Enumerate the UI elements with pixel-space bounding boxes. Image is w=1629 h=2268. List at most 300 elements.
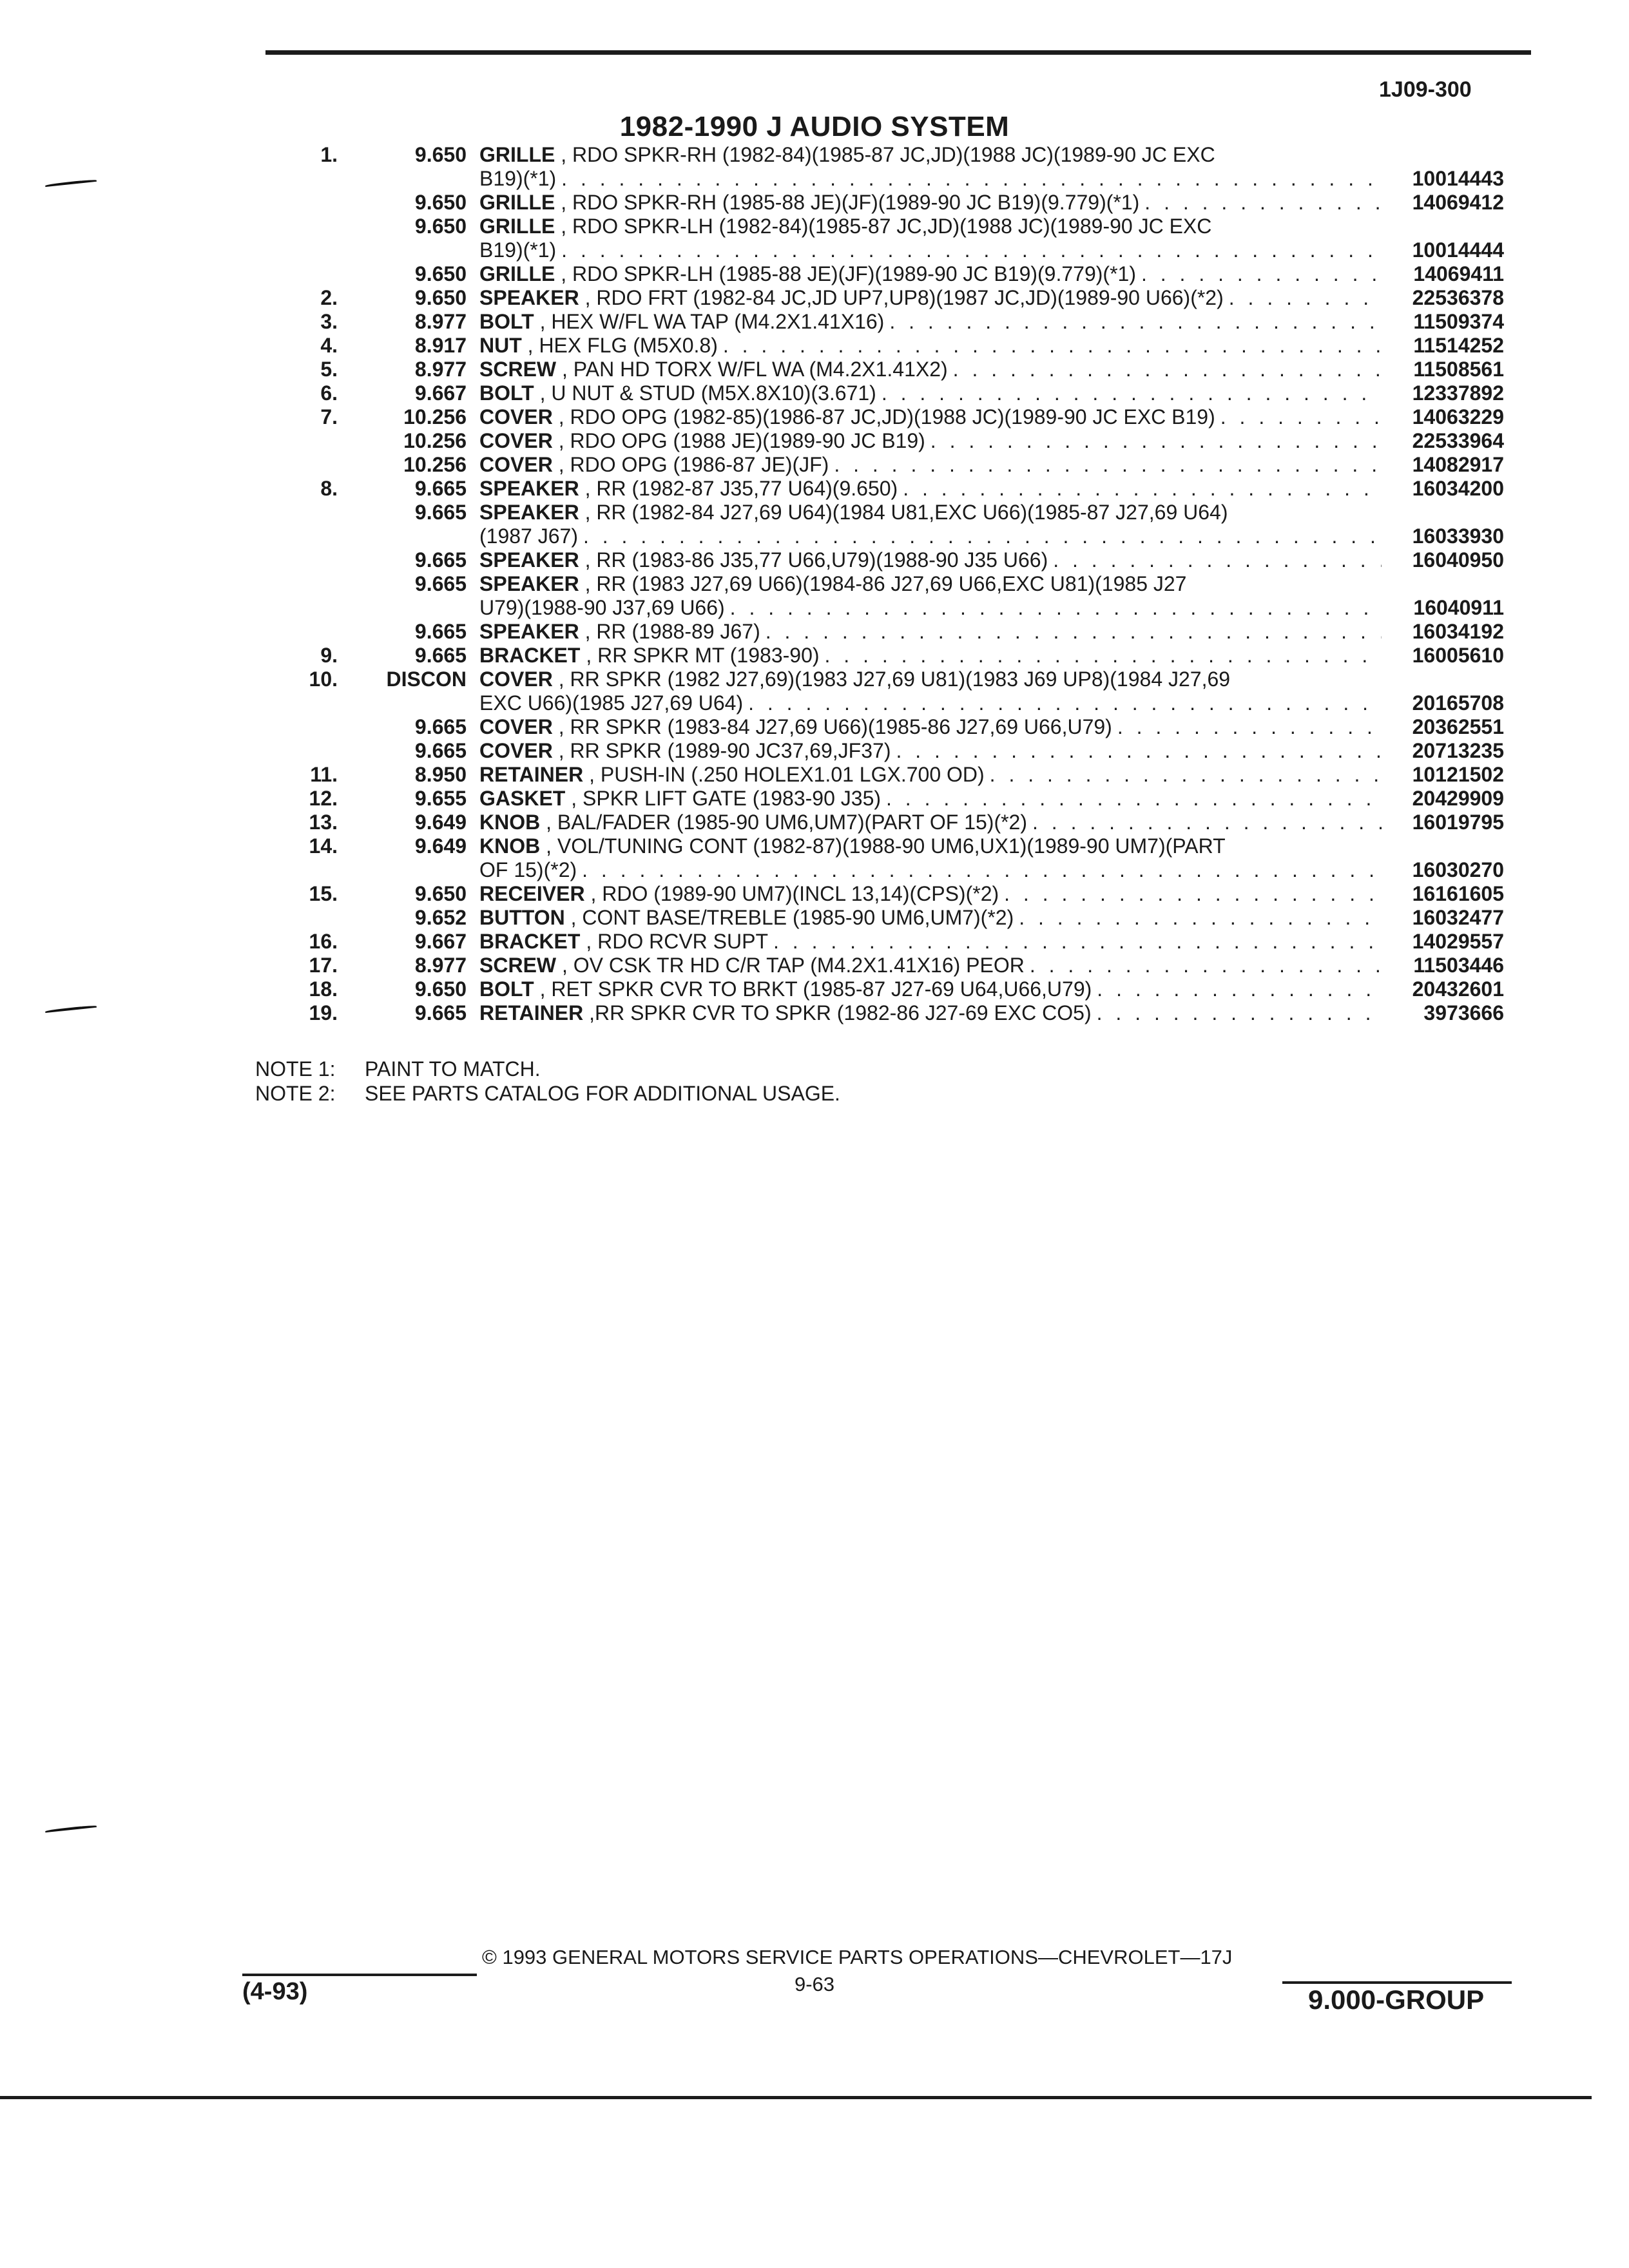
note-item <box>255 1057 840 1081</box>
description-line <box>479 477 1382 501</box>
part-name: COVER <box>479 739 553 762</box>
leader-dots <box>886 787 1382 811</box>
bottom-rule <box>0 2096 1592 2099</box>
description-text <box>479 977 1092 1001</box>
part-number: 16034200 <box>1412 477 1504 500</box>
leader-dots <box>834 453 1382 477</box>
description-detail: , BAL/FADER (1985-90 UM6,UM7)(PART OF 15)(*2) <box>546 811 1027 834</box>
description-detail: , RDO SPKR-RH (1985-88 JE)(JF)(1989-90 JC B19)(9.779)(*1) <box>561 191 1140 214</box>
group-number: 9.665 <box>414 572 467 595</box>
description-line <box>479 977 1382 1001</box>
description-line <box>479 167 1382 191</box>
group-number: 8.977 <box>414 954 467 977</box>
part-row <box>0 572 1629 620</box>
description-line <box>479 811 1382 834</box>
part-name: SCREW <box>479 358 557 381</box>
part-name: COVER <box>479 429 553 452</box>
group-number: 9.665 <box>414 715 467 738</box>
leader-dots <box>723 334 1382 358</box>
part-row <box>0 215 1629 262</box>
part-number: 11508561 <box>1413 358 1504 381</box>
part-description <box>479 811 1382 834</box>
part-number: 16005610 <box>1412 644 1504 667</box>
footer-page-number: 9-63 <box>794 1973 835 1995</box>
description-text <box>479 668 1230 691</box>
part-name: RETAINER <box>479 763 584 786</box>
part-row <box>0 811 1629 834</box>
group-number: 9.650 <box>414 215 467 238</box>
part-description <box>479 906 1382 930</box>
description-line <box>479 691 1382 715</box>
part-number: 20429909 <box>1412 787 1504 810</box>
part-number: 20713235 <box>1412 739 1504 762</box>
part-row <box>0 977 1629 1001</box>
leader-dots <box>1141 262 1382 286</box>
part-number: 10014444 <box>1412 238 1504 262</box>
part-description <box>479 572 1382 620</box>
part-row <box>0 477 1629 501</box>
description-line <box>479 381 1382 405</box>
description-text <box>479 524 578 548</box>
part-name: KNOB <box>479 834 541 858</box>
description-line <box>479 334 1382 358</box>
part-number: 16030270 <box>1412 858 1504 881</box>
description-detail: , RR (1983 J27,69 U66)(1984-86 J27,69 U66,EXC U81)(1985 J27 <box>584 572 1187 595</box>
leader-dots <box>748 691 1382 715</box>
description-line <box>479 763 1382 787</box>
ref-number: 14. <box>309 834 338 858</box>
ref-number: 1. <box>320 143 338 166</box>
leader-dots <box>825 644 1382 668</box>
part-row <box>0 620 1629 644</box>
description-text <box>479 620 760 644</box>
description-text <box>479 644 820 668</box>
description-detail: , RDO RCVR SUPT <box>586 930 769 953</box>
part-name: SPEAKER <box>479 477 579 500</box>
group-number: 9.652 <box>414 906 467 929</box>
ref-number: 4. <box>320 334 338 357</box>
description-line <box>479 548 1382 572</box>
part-name: RETAINER <box>479 1001 584 1024</box>
part-description <box>479 787 1382 811</box>
page-code: 1J09-300 <box>1379 77 1472 102</box>
ref-number: 8. <box>320 477 338 500</box>
description-line <box>479 358 1382 381</box>
part-row <box>0 930 1629 954</box>
description-text <box>479 143 1215 167</box>
part-number: 14063229 <box>1412 405 1504 428</box>
description-text <box>479 596 725 620</box>
leader-dots <box>1220 405 1382 429</box>
part-name: SPEAKER <box>479 548 579 572</box>
part-row <box>0 310 1629 334</box>
ref-number: 19. <box>309 1001 338 1024</box>
ref-number: 7. <box>320 405 338 428</box>
part-row <box>0 429 1629 453</box>
part-name: BOLT <box>479 310 534 333</box>
description-line <box>479 453 1382 477</box>
description-detail: , OV CSK TR HD C/R TAP (M4.2X1.41X16) PEOR <box>562 954 1025 977</box>
leader-dots <box>990 763 1382 787</box>
group-number: 9.649 <box>414 834 467 858</box>
part-row <box>0 405 1629 429</box>
part-description <box>479 429 1382 453</box>
group-number: 9.665 <box>414 644 467 667</box>
description-text <box>479 906 1014 930</box>
part-description <box>479 954 1382 977</box>
part-row <box>0 381 1629 405</box>
group-number: 9.650 <box>414 882 467 905</box>
description-text <box>479 167 556 191</box>
description-line <box>479 834 1382 858</box>
description-detail: , VOL/TUNING CONT (1982-87)(1988-90 UM6,UX1)(1989-90 UM7)(PART <box>546 834 1226 858</box>
note-text: SEE PARTS CATALOG FOR ADDITIONAL USAGE. <box>365 1082 840 1105</box>
description-text <box>479 453 829 477</box>
part-description <box>479 739 1382 763</box>
description-line <box>479 286 1382 310</box>
part-number: 16019795 <box>1412 811 1504 834</box>
description-detail: OF 15)(*2) <box>479 858 577 881</box>
description-line <box>479 668 1382 691</box>
description-detail: , RR (1982-84 J27,69 U64)(1984 U81,EXC U66)(1985-87 J27,69 U64) <box>584 501 1228 524</box>
part-description <box>479 882 1382 906</box>
description-line <box>479 262 1382 286</box>
ref-number: 5. <box>320 358 338 381</box>
part-description <box>479 477 1382 501</box>
leader-dots <box>561 167 1382 191</box>
part-row <box>0 668 1629 715</box>
part-number: 11503446 <box>1413 954 1504 977</box>
description-text <box>479 191 1139 215</box>
part-description <box>479 763 1382 787</box>
ref-number: 6. <box>320 381 338 405</box>
leader-dots <box>930 429 1382 453</box>
part-name: SPEAKER <box>479 620 579 643</box>
description-line <box>479 596 1382 620</box>
part-row <box>0 644 1629 668</box>
part-row <box>0 334 1629 358</box>
group-number: 9.655 <box>414 787 467 810</box>
part-row <box>0 787 1629 811</box>
part-number: 20165708 <box>1412 691 1504 715</box>
group-number: 9.667 <box>414 930 467 953</box>
description-text <box>479 1001 1092 1025</box>
description-line <box>479 715 1382 739</box>
description-line <box>479 238 1382 262</box>
part-number: 14069411 <box>1413 262 1504 285</box>
description-detail: , PUSH-IN (.250 HOLEX1.01 LGX.700 OD) <box>589 763 985 786</box>
leader-dots <box>903 477 1382 501</box>
description-detail: B19)(*1) <box>479 238 557 262</box>
description-line <box>479 930 1382 954</box>
part-description <box>479 310 1382 334</box>
leader-dots <box>766 620 1382 644</box>
group-number: 9.650 <box>414 977 467 1001</box>
part-number: 16034192 <box>1412 620 1504 643</box>
part-description <box>479 143 1382 191</box>
part-number: 10014443 <box>1412 167 1504 190</box>
ref-number: 10. <box>309 668 338 691</box>
part-number: 20362551 <box>1412 715 1504 738</box>
description-detail: , RDO SPKR-LH (1985-88 JE)(JF)(1989-90 JC B19)(9.779)(*1) <box>561 262 1136 285</box>
part-name: RECEIVER <box>479 882 585 905</box>
group-number: 9.665 <box>414 739 467 762</box>
group-number: 8.950 <box>414 763 467 786</box>
part-description <box>479 334 1382 358</box>
leader-dots <box>561 238 1382 262</box>
part-number: 16040911 <box>1413 596 1504 619</box>
note-label: NOTE 2: <box>255 1082 336 1105</box>
part-row <box>0 191 1629 215</box>
part-number: 3973666 <box>1423 1001 1504 1024</box>
group-number: 9.665 <box>414 548 467 572</box>
description-text <box>479 882 999 906</box>
part-description <box>479 715 1382 739</box>
part-row <box>0 1001 1629 1025</box>
description-detail: , RDO OPG (1986-87 JE)(JF) <box>558 453 829 476</box>
description-detail: , RR SPKR (1989-90 JC37,69,JF37) <box>558 739 891 762</box>
description-line <box>479 620 1382 644</box>
description-detail: U79)(1988-90 J37,69 U66) <box>479 596 725 619</box>
description-text <box>479 286 1224 310</box>
part-name: GASKET <box>479 787 566 810</box>
part-number: 20432601 <box>1412 977 1504 1001</box>
description-text <box>479 262 1136 286</box>
leader-dots <box>1097 977 1382 1001</box>
description-text <box>479 381 876 405</box>
part-description <box>479 262 1382 286</box>
leader-dots <box>1117 715 1382 739</box>
leader-dots <box>583 524 1382 548</box>
description-detail: , RR (1982-87 J35,77 U64)(9.650) <box>584 477 898 500</box>
part-number: 14082917 <box>1412 453 1504 476</box>
leader-dots <box>1097 1001 1382 1025</box>
leader-dots <box>1019 906 1382 930</box>
description-text <box>479 787 881 811</box>
part-row <box>0 286 1629 310</box>
description-detail: (1987 J67) <box>479 524 578 548</box>
description-text <box>479 429 925 453</box>
leader-dots <box>773 930 1382 954</box>
part-number: 22536378 <box>1412 286 1504 309</box>
part-row <box>0 501 1629 548</box>
part-name: BRACKET <box>479 644 581 667</box>
part-description <box>479 381 1382 405</box>
description-detail: , RR SPKR (1982 J27,69)(1983 J27,69 U81)(1983 J69 UP8)(1984 J27,69 <box>558 668 1231 691</box>
part-row <box>0 882 1629 906</box>
group-number: 9.649 <box>414 811 467 834</box>
description-detail: , RDO OPG (1982-85)(1986-87 JC,JD)(1988 JC)(1989-90 JC EXC B19) <box>558 405 1215 428</box>
ref-number: 9. <box>320 644 338 667</box>
description-detail: , RDO OPG (1988 JE)(1989-90 JC B19) <box>558 429 925 452</box>
part-name: SCREW <box>479 954 557 977</box>
description-detail: , RDO SPKR-RH (1982-84)(1985-87 JC,JD)(1988 JC)(1989-90 JC EXC <box>561 143 1215 166</box>
description-detail: , RR (1983-86 J35,77 U66,U79)(1988-90 J35 U66) <box>584 548 1048 572</box>
leader-dots <box>953 358 1382 381</box>
part-name: GRILLE <box>479 143 555 166</box>
description-line <box>479 858 1382 882</box>
part-number: 16032477 <box>1412 906 1504 929</box>
part-description <box>479 620 1382 644</box>
part-description <box>479 644 1382 668</box>
part-number: 16161605 <box>1412 882 1504 905</box>
part-number: 11509374 <box>1413 310 1504 333</box>
part-name: BUTTON <box>479 906 565 929</box>
part-number: 12337892 <box>1412 381 1504 405</box>
leader-dots <box>1004 882 1382 906</box>
description-detail: , RR SPKR MT (1983-90) <box>586 644 820 667</box>
leader-dots <box>1144 191 1382 215</box>
part-name: BRACKET <box>479 930 581 953</box>
leader-dots <box>889 310 1382 334</box>
description-text <box>479 763 985 787</box>
description-text <box>479 405 1215 429</box>
leader-dots <box>896 739 1382 763</box>
description-line <box>479 1001 1382 1025</box>
part-row <box>0 548 1629 572</box>
group-number: 10.256 <box>403 453 467 476</box>
description-text <box>479 310 884 334</box>
description-line <box>479 906 1382 930</box>
description-text <box>479 834 1226 858</box>
part-row <box>0 954 1629 977</box>
description-text <box>479 930 768 954</box>
leader-dots <box>1053 548 1382 572</box>
description-line <box>479 739 1382 763</box>
group-number: 9.665 <box>414 477 467 500</box>
note-text: PAINT TO MATCH. <box>365 1057 541 1081</box>
ref-number: 11. <box>310 763 338 786</box>
part-name: GRILLE <box>479 191 555 214</box>
part-name: BOLT <box>479 977 534 1001</box>
description-text <box>479 715 1112 739</box>
page-title: 1982-1990 J AUDIO SYSTEM <box>619 111 1010 142</box>
description-text <box>479 358 948 381</box>
part-name: GRILLE <box>479 262 555 285</box>
part-row <box>0 739 1629 763</box>
part-row <box>0 906 1629 930</box>
parts-list <box>0 143 1629 1025</box>
notes <box>255 1057 840 1106</box>
part-description <box>479 453 1382 477</box>
description-detail: , RDO (1989-90 UM7)(INCL 13,14)(CPS)(*2) <box>590 882 999 905</box>
description-text <box>479 858 577 882</box>
description-detail: , HEX FLG (M5X0.8) <box>527 334 718 357</box>
part-row <box>0 143 1629 191</box>
description-text <box>479 739 891 763</box>
part-number: 16033930 <box>1412 524 1504 548</box>
part-name: COVER <box>479 453 553 476</box>
description-line <box>479 310 1382 334</box>
group-number: 8.977 <box>414 358 467 381</box>
group-number: 9.650 <box>414 143 467 166</box>
description-detail: , PAN HD TORX W/FL WA (M4.2X1.41X2) <box>562 358 948 381</box>
group-number: 9.650 <box>414 262 467 285</box>
part-row <box>0 358 1629 381</box>
description-text <box>479 811 1027 834</box>
description-line <box>479 143 1382 167</box>
part-number: 10121502 <box>1412 763 1504 786</box>
part-description <box>479 501 1382 548</box>
description-text <box>479 691 743 715</box>
part-name: COVER <box>479 715 553 738</box>
footer-copyright: © 1993 GENERAL MOTORS SERVICE PARTS OPERATIONS—CHEVROLET—17J <box>482 1946 1233 1968</box>
part-description <box>479 405 1382 429</box>
leader-dots <box>882 381 1382 405</box>
description-detail: , RR SPKR (1983-84 J27,69 U66)(1985-86 J27,69 U66,U79) <box>558 715 1112 738</box>
part-name: SPEAKER <box>479 572 579 595</box>
description-line <box>479 405 1382 429</box>
part-name: GRILLE <box>479 215 555 238</box>
description-text <box>479 215 1211 238</box>
note-item <box>255 1081 840 1106</box>
group-number: DISCON <box>386 668 467 691</box>
group-number: 8.917 <box>414 334 467 357</box>
part-description <box>479 668 1382 715</box>
part-name: COVER <box>479 405 553 428</box>
punch-hole-mark <box>45 1825 97 1832</box>
description-text <box>479 334 718 358</box>
group-number: 9.650 <box>414 191 467 214</box>
part-name: KNOB <box>479 811 541 834</box>
group-number: 9.665 <box>414 1001 467 1024</box>
description-line <box>479 429 1382 453</box>
description-detail: , SPKR LIFT GATE (1983-90 J35) <box>571 787 882 810</box>
description-detail: , RR (1988-89 J67) <box>584 620 760 643</box>
ref-number: 2. <box>320 286 338 309</box>
group-number: 8.977 <box>414 310 467 333</box>
leader-dots <box>582 858 1382 882</box>
note-label: NOTE 1: <box>255 1057 336 1081</box>
group-number: 10.256 <box>403 405 467 428</box>
part-name: BOLT <box>479 381 534 405</box>
part-name: SPEAKER <box>479 286 579 309</box>
description-text <box>479 238 556 262</box>
leader-dots <box>1229 286 1382 310</box>
description-text <box>479 572 1186 596</box>
ref-number: 18. <box>309 977 338 1001</box>
description-text <box>479 477 898 501</box>
ref-number: 13. <box>309 811 338 834</box>
leader-dots <box>1030 954 1382 977</box>
part-row <box>0 715 1629 739</box>
description-line <box>479 524 1382 548</box>
leader-dots <box>730 596 1382 620</box>
ref-number: 16. <box>309 930 338 953</box>
part-description <box>479 548 1382 572</box>
part-description <box>479 1001 1382 1025</box>
group-number: 9.667 <box>414 381 467 405</box>
part-description <box>479 191 1382 215</box>
part-number: 11514252 <box>1413 334 1504 357</box>
part-number: 16040950 <box>1412 548 1504 572</box>
description-line <box>479 954 1382 977</box>
footer-date: (4-93) <box>242 1978 308 2005</box>
part-description <box>479 977 1382 1001</box>
part-name: NUT <box>479 334 522 357</box>
description-line <box>479 215 1382 238</box>
ref-number: 3. <box>320 310 338 333</box>
group-number: 9.650 <box>414 286 467 309</box>
part-description <box>479 215 1382 262</box>
ref-number: 15. <box>309 882 338 905</box>
description-detail: , U NUT & STUD (M5X.8X10)(3.671) <box>539 381 876 405</box>
description-detail: , RDO FRT (1982-84 JC,JD UP7,UP8)(1987 JC,JD)(1989-90 U66)(*2) <box>584 286 1224 309</box>
description-detail: , RET SPKR CVR TO BRKT (1985-87 J27-69 U64,U66,U79) <box>539 977 1092 1001</box>
footer-group: 9.000-GROUP <box>1308 1984 1485 2015</box>
part-description <box>479 286 1382 310</box>
group-number: 9.665 <box>414 501 467 524</box>
